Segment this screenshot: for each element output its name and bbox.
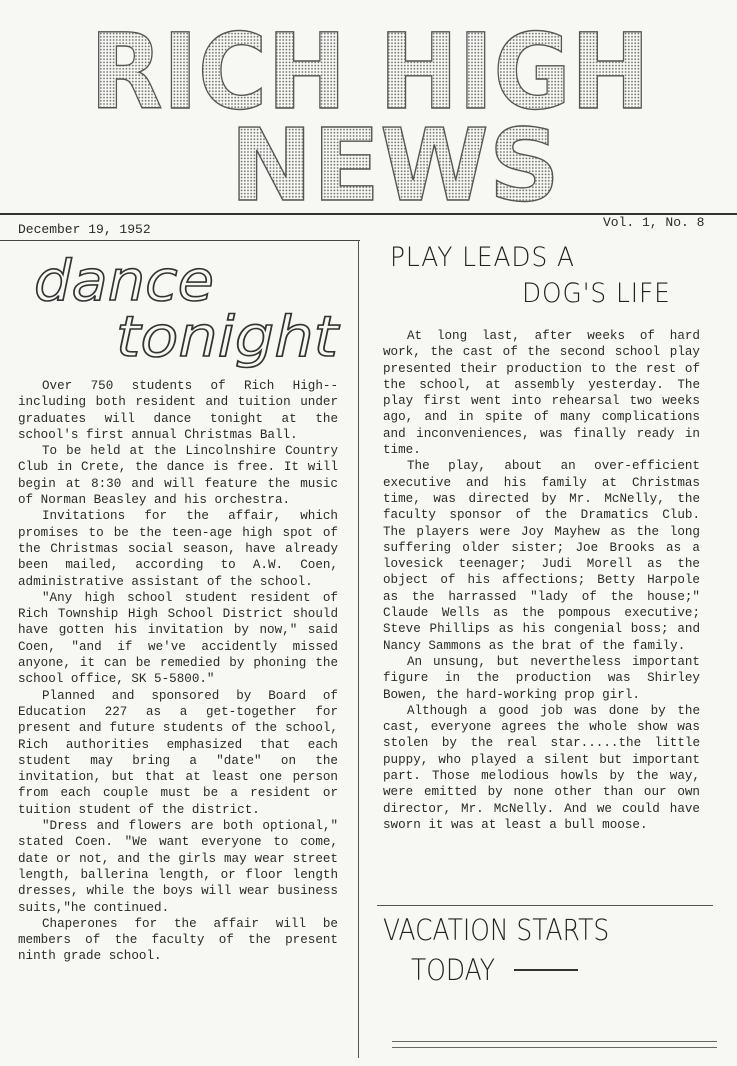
dance-paragraph: Over 750 students of Rich High--including both resident and tuition under graduates will dance tonight at the school's first annual Christmas Ball. [18,379,338,442]
dance-paragraph: To be held at the Lincolnshire Country Club in Crete, the dance is free. It will begin at 8:30 and will feature the music of Norman Beasley and his orchestra. [18,444,338,508]
dance-paragraph: "Dress and flowers are both optional," stated Coen. "We want everyone to come, date or not, and the girls may wear street length, ballerina length, or floor length dresses, while the boys will wear business suits,"he continued. [18,819,338,915]
dance-paragraph: Chaperones for the affair will be members of the faculty of the present ninth grade school. [18,916,338,964]
play-paragraph: The play, about an over-efficient executive and his family at Christmas time, was directed by Mr. McNelly, the faculty sponsor of the Dramatics Club. The players were Joy Mayhew as the long suffering older sister; Joe Brooks as a lovesick teenager; Judi Morell as the object of his affections; Betty Harpole as the harrassed "lady of the house;" Claude Wells as the pompous executive; Steve Phillips as his congenial boss; and Nancy Sammons as the brat of the family. [383,459,700,653]
issue-volume: Vol. 1, No. 8 [603,215,705,230]
dance-paragraph: "Any high school student resident of Rich Township High School District should have gotten his invitation by now," said Coen, "and if we've accidently missed anyone, it can be remedied by phoning the school office, SK 5-5800." [18,590,338,687]
dance-article-body [18,378,338,965]
vacation-headline-line2: TODAY [411,953,495,987]
section-rule [377,905,713,906]
issue-date: December 19, 1952 [18,222,151,237]
vacation-headline-line1: VACATION STARTS [383,913,610,947]
bottom-rule [392,1041,717,1042]
dance-headline [30,250,350,370]
masthead-line2: NEWS [230,107,560,212]
dance-paragraph: Invitations for the affair, which promises to be the teen-age high spot of the Christmas social season, have already been mailed, according to A.W. Coen, administrative assistant of the school. [18,509,338,589]
play-headline-line2: DOG'S LIFE [522,278,671,309]
play-paragraph: An unsung, but nevertheless important figure in the production was Shirley Bowen, the hard-working prop girl. [383,654,700,702]
bottom-rule [392,1047,717,1048]
play-paragraph: At long last, after weeks of hard work, the cast of the second school play presented their production to the rest of the school, at assembly yesterday. The play first went into rehearsal two weeks ago, and in spite of many complications and inconveniences, was finally ready in time. [383,329,700,458]
masthead-line1: RICH HIGH [90,11,650,133]
play-article-body [383,328,700,833]
dance-headline-line2: tonight [116,305,341,370]
dance-headline-line1: dance [34,250,214,314]
date-underline [0,240,360,241]
dance-paragraph: Planned and sponsored by Board of Education 227 as a get-together for present and future students of the school, Rich authorities emphasized that each student may bring a "date" on the invitation, but that at least one person from each couple must be a resident or tuition student of the district. [18,688,338,817]
play-headline-line1: PLAY LEADS A [390,242,575,273]
masthead-graphic [0,0,737,212]
vacation-dash [514,969,578,971]
column-divider [358,240,359,1058]
play-paragraph: Although a good job was done by the cast, everyone agrees the whole show was stolen by the real star.....the little puppy, who played a silent but important part. Those melodious howls by the way, were emitted by none other than our own director, Mr. McNelly. And we could have sworn it was at least a bull moose. [383,703,700,832]
masthead [0,0,737,212]
